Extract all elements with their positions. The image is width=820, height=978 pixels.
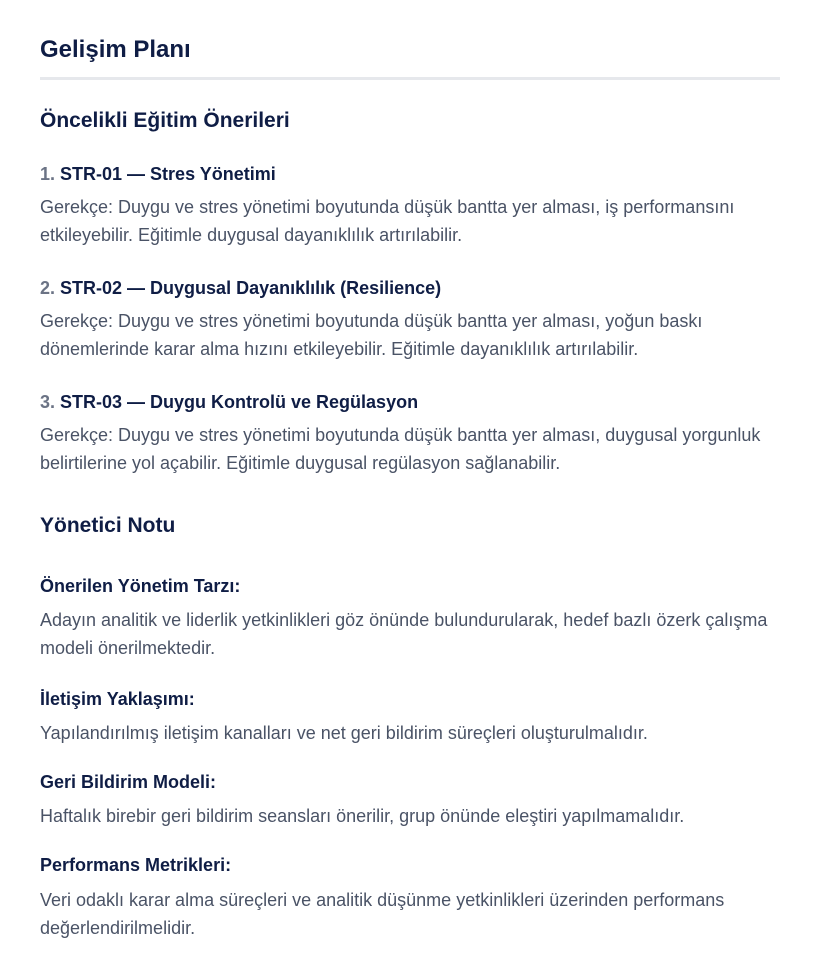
- training-item: [40, 390, 780, 477]
- note-label: İletişim Yaklaşımı:: [40, 689, 195, 709]
- note-item: [40, 574, 780, 662]
- training-name: STR-01 — Stres Yönetimi: [60, 164, 276, 184]
- note-item: [40, 770, 780, 830]
- note-text: Yapılandırılmış iletişim kanalları ve net geri bildirim süreçleri oluşturulmalıdır.: [40, 723, 648, 743]
- training-reason: Gerekçe: Duygu ve stres yönetimi boyutunda düşük bantta yer alması, yoğun baskı dönemlerinde karar alma hızını etkileyebilir. Eğitimle dayanıklılık artırılabilir.: [40, 311, 703, 359]
- note-text: Veri odaklı karar alma süreçleri ve analitik düşünme yetkinlikleri üzerinden performans değerlendirilmelidir.: [40, 890, 725, 938]
- note-text: Haftalık birebir geri bildirim seansları önerilir, grup önünde eleştiri yapılmamalıdır.: [40, 806, 685, 826]
- training-title: [40, 276, 780, 300]
- note-item: [40, 853, 780, 942]
- note-item: [40, 687, 780, 747]
- manager-note-heading: Yönetici Notu: [40, 514, 176, 537]
- training-number: 1.: [40, 164, 56, 184]
- training-name: STR-03 — Duygu Kontrolü ve Regülasyon: [60, 392, 419, 412]
- training-number: 3.: [40, 392, 56, 412]
- training-item: [40, 162, 780, 249]
- priority-trainings-heading: Öncelikli Eğitim Önerileri: [40, 109, 290, 132]
- note-label: Önerilen Yönetim Tarzı:: [40, 576, 241, 596]
- training-item: [40, 276, 780, 363]
- training-name: STR-02 — Duygusal Dayanıklılık (Resilience): [60, 278, 442, 298]
- note-label: Performans Metrikleri:: [40, 855, 232, 875]
- note-label: Geri Bildirim Modeli:: [40, 772, 217, 792]
- training-title: [40, 162, 780, 186]
- training-number: 2.: [40, 278, 56, 298]
- training-reason: Gerekçe: Duygu ve stres yönetimi boyutunda düşük bantta yer alması, iş performansını etkileyebilir. Eğitimle duygusal dayanıklılık artırılabilir.: [40, 197, 735, 245]
- page-title: Gelişim Planı: [40, 36, 191, 63]
- note-text: Adayın analitik ve liderlik yetkinlikleri göz önünde bulundurularak, hedef bazlı özerk çalışma modeli önerilmektedir.: [40, 610, 768, 658]
- training-reason: Gerekçe: Duygu ve stres yönetimi boyutunda düşük bantta yer alması, duygusal yorgunluk belirtilerine yol açabilir. Eğitimle duygusal regülasyon sağlanabilir.: [40, 425, 761, 473]
- training-title: [40, 390, 780, 414]
- title-divider: [40, 77, 780, 80]
